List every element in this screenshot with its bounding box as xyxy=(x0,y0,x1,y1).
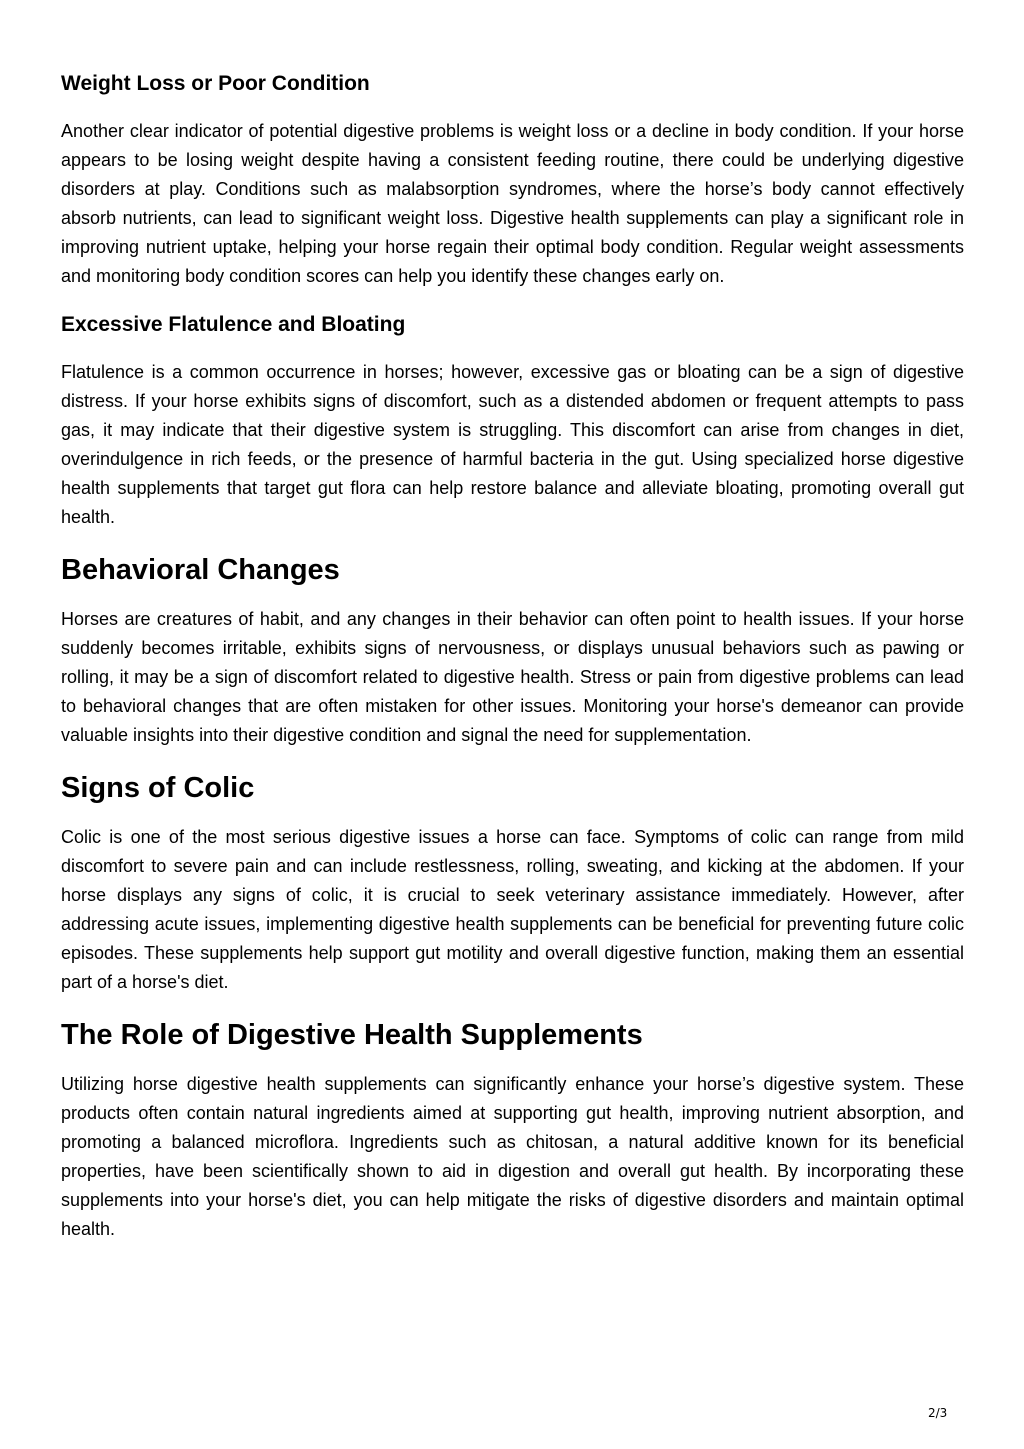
document-page xyxy=(61,68,964,1262)
paragraph-flatulence-bloating: Flatulence is a common occurrence in horses; however, excessive gas or bloating can be a sign of digestive distress. If your horse exhibits signs of discomfort, such as a distended abdomen or frequent attempts to pass gas, it may indicate that their digestive system is struggling. This discomfort can arise from changes in diet, overindulgence in rich feeds, or the presence of harmful bacteria in the gut. Using specialized horse digestive health supplements that target gut flora can help restore balance and alleviate bloating, promoting overall gut health. xyxy=(61,362,964,527)
paragraph-behavioral-changes: Horses are creatures of habit, and any changes in their behavior can often point to health issues. If your horse suddenly becomes irritable, exhibits signs of nervousness, or displays unusual behaviors such as pawing or rolling, it may be a sign of discomfort related to digestive health. Stress or pain from digestive problems can lead to behavioral changes that are often mistaken for other issues. Monitoring your horse's demeanor can provide valuable insights into their digestive condition and signal the need for supplementation. xyxy=(61,609,964,745)
paragraph-role-of-supplements: Utilizing horse digestive health supplements can significantly enhance your horse’s digestive system. These products often contain natural ingredients aimed at supporting gut health, improving nutrient absorption, and promoting a balanced microflora. Ingredients such as chitosan, a natural additive known for its beneficial properties, have been scientifically shown to aid in digestion and overall gut health. By incorporating these supplements into your horse's diet, you can help mitigate the risks of digestive disorders and maintain optimal health. xyxy=(61,1074,964,1239)
paragraph-weight-loss: Another clear indicator of potential digestive problems is weight loss or a decline in body condition. If your horse appears to be losing weight despite having a consistent feeding routine, there could be underlying digestive disorders at play. Conditions such as malabsorption syndromes, where the horse’s body cannot effectively absorb nutrients, can lead to significant weight loss. Digestive health supplements can play a significant role in improving nutrient uptake, helping your horse regain their optimal body condition. Regular weight assessments and monitoring body condition scores can help you identify these changes early on. xyxy=(61,121,964,286)
heading-role-of-supplements: The Role of Digestive Health Supplements xyxy=(61,1019,643,1051)
paragraph-signs-of-colic: Colic is one of the most serious digestive issues a horse can face. Symptoms of colic can range from mild discomfort to severe pain and can include restlessness, rolling, sweating, and kicking at the abdomen. If your horse displays any signs of colic, it is crucial to seek veterinary assistance immediately. However, after addressing acute issues, implementing digestive health supplements can be beneficial for preventing future colic episodes. These supplements help support gut motility and overall digestive function, making them an essential part of a horse's diet. xyxy=(61,827,964,992)
heading-signs-of-colic: Signs of Colic xyxy=(61,772,255,804)
heading-weight-loss: Weight Loss or Poor Condition xyxy=(61,72,370,95)
page-number: 2/3 xyxy=(928,1406,948,1420)
heading-flatulence-bloating: Excessive Flatulence and Bloating xyxy=(61,313,406,336)
heading-behavioral-changes: Behavioral Changes xyxy=(61,554,340,586)
